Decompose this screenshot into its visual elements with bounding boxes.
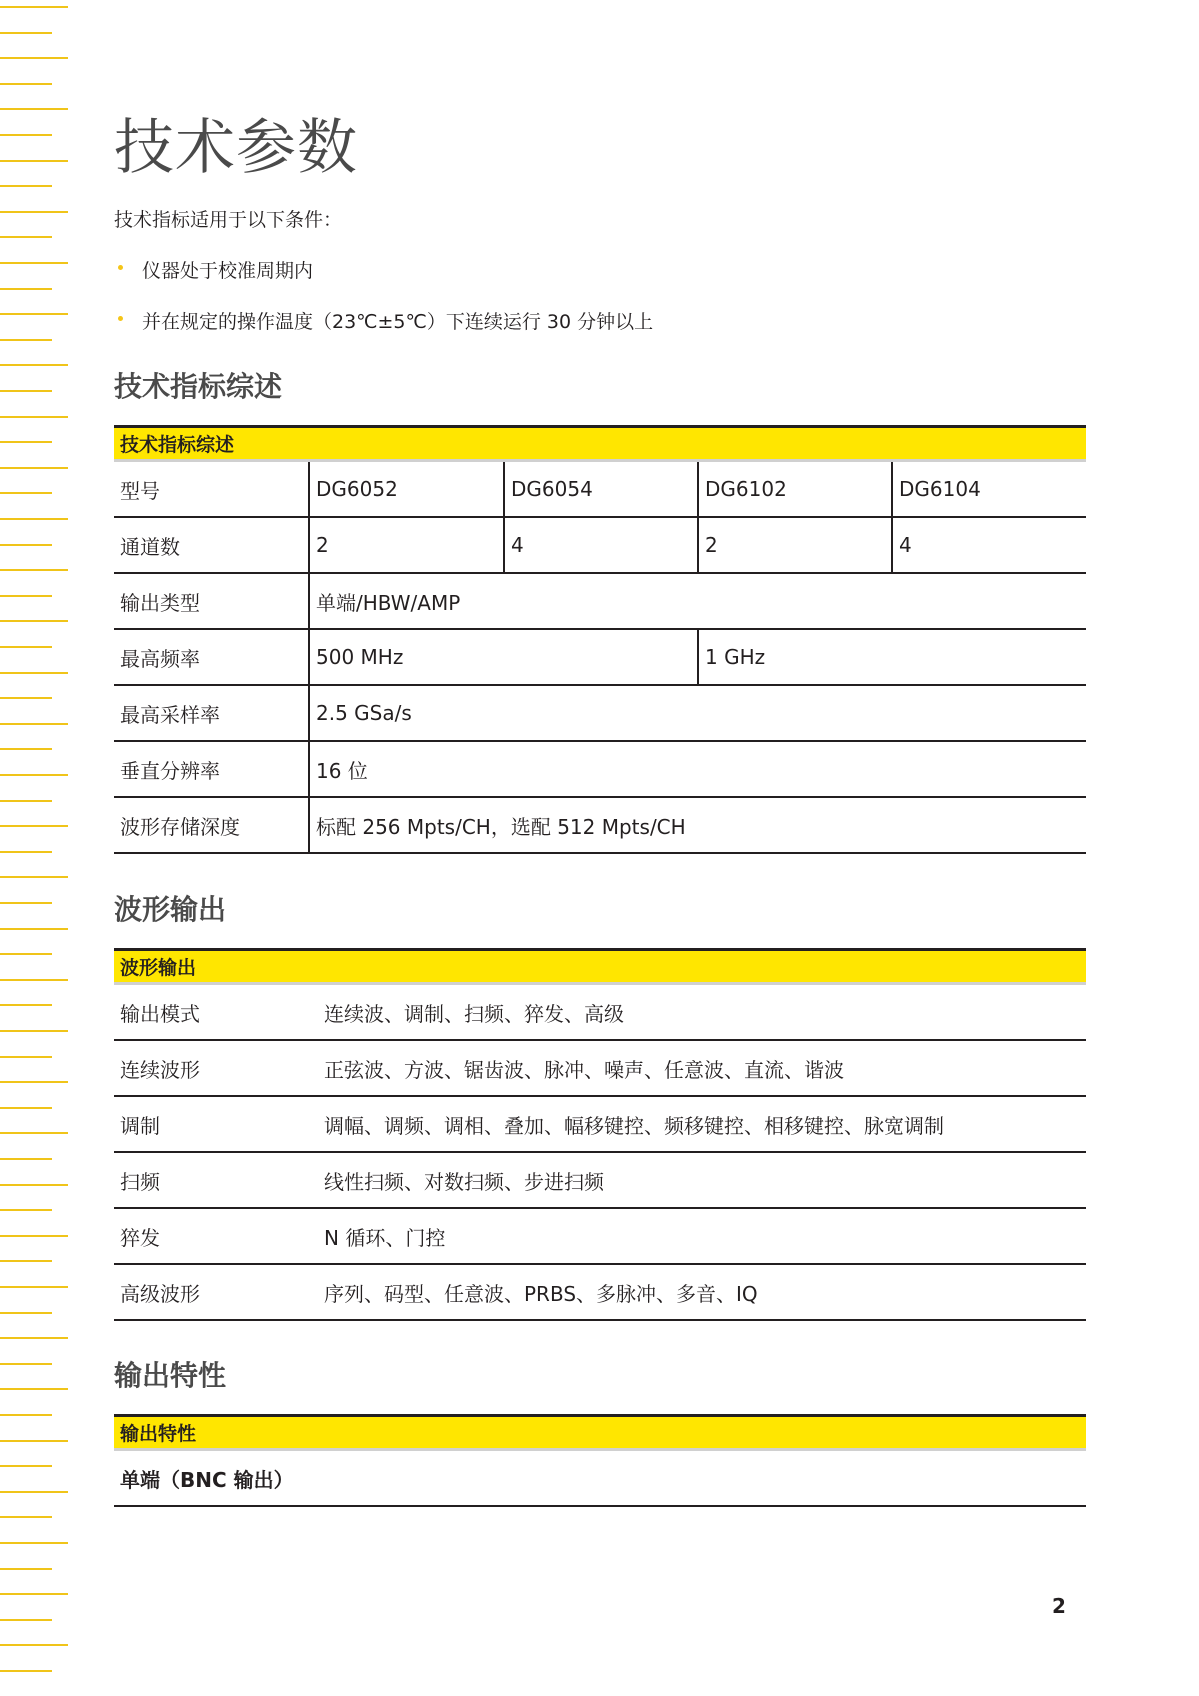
- row-label: 垂直分辨率: [114, 741, 309, 797]
- waveform-output-table: [114, 948, 1086, 1321]
- ruler-tick: [0, 620, 68, 622]
- ruler-tick: [0, 1004, 52, 1006]
- cell-value: DG6054: [504, 461, 698, 518]
- overview-section-title: 技术指标综述: [114, 370, 283, 403]
- conditions-list: [114, 256, 653, 358]
- ruler-tick: [0, 1593, 68, 1595]
- ruler-tick: [0, 83, 52, 85]
- ruler-tick: [0, 953, 52, 955]
- ruler-tick: [0, 134, 52, 136]
- ruler-tick: [0, 108, 68, 110]
- ruler-tick: [0, 262, 68, 264]
- ruler-tick: [0, 544, 52, 546]
- ruler-tick: [0, 1056, 52, 1058]
- row-label: 型号: [114, 461, 309, 518]
- table-row: [114, 1450, 1086, 1507]
- cell-value: DG6104: [892, 461, 1086, 518]
- table-header: 技术指标综述: [114, 427, 1086, 461]
- ruler-tick: [0, 1235, 68, 1237]
- page-number: 2: [1052, 1594, 1066, 1618]
- ruler-tick: [0, 1644, 68, 1646]
- cell-value: 1 GHz: [698, 629, 1086, 685]
- ruler-tick: [0, 441, 52, 443]
- table-row: [114, 573, 1086, 629]
- ruler-tick: [0, 1388, 68, 1390]
- cell-value: 标配 256 Mpts/CH，选配 512 Mpts/CH: [309, 797, 1086, 853]
- cell-value: 500 MHz: [309, 629, 698, 685]
- table-row: [114, 741, 1086, 797]
- ruler-tick: [0, 979, 68, 981]
- cell-value: 4: [504, 517, 698, 573]
- row-label: 通道数: [114, 517, 309, 573]
- cell-value: DG6052: [309, 461, 504, 518]
- row-label: 扫频: [114, 1152, 309, 1208]
- ruler-tick: [0, 339, 52, 341]
- row-label: 波形存储深度: [114, 797, 309, 853]
- ruler-tick: [0, 1568, 52, 1570]
- table-row: [114, 1152, 1086, 1208]
- table-header: 输出特性: [114, 1416, 1086, 1450]
- ruler-tick: [0, 825, 68, 827]
- ruler-tick: [0, 1491, 68, 1493]
- ruler-tick: [0, 185, 52, 187]
- ruler-tick: [0, 236, 52, 238]
- ruler-tick: [0, 1440, 68, 1442]
- condition-item: 并在规定的操作温度（23℃±5℃）下连续运行 30 分钟以上: [114, 307, 653, 358]
- cell-value: N 循环、门控: [309, 1208, 1086, 1264]
- ruler-tick: [0, 1081, 68, 1083]
- ruler-tick: [0, 492, 52, 494]
- ruler-tick: [0, 723, 68, 725]
- table-row: [114, 1096, 1086, 1152]
- page-margin-ruler: [0, 0, 70, 1696]
- table-row: [114, 1264, 1086, 1320]
- cell-value: 4: [892, 517, 1086, 573]
- cell-value: 连续波、调制、扫频、猝发、高级: [309, 984, 1086, 1041]
- ruler-tick: [0, 57, 68, 59]
- page-title: 技术参数: [114, 113, 358, 183]
- ruler-tick: [0, 211, 68, 213]
- row-label: 最高频率: [114, 629, 309, 685]
- output-characteristics-table: [114, 1414, 1086, 1507]
- output-characteristics-section-title: 输出特性: [114, 1359, 227, 1392]
- ruler-tick: [0, 1516, 52, 1518]
- ruler-tick: [0, 1184, 68, 1186]
- overview-spec-table: [114, 425, 1086, 854]
- cell-value: 2.5 GSa/s: [309, 685, 1086, 741]
- waveform-output-section-title: 波形输出: [114, 893, 227, 926]
- ruler-tick: [0, 569, 68, 571]
- ruler-tick: [0, 774, 68, 776]
- cell-value: 单端/HBW/AMP: [309, 573, 1086, 629]
- ruler-tick: [0, 1158, 52, 1160]
- table-row: [114, 517, 1086, 573]
- ruler-tick: [0, 1465, 52, 1467]
- conditions-intro: 技术指标适用于以下条件：: [114, 209, 343, 231]
- ruler-tick: [0, 646, 52, 648]
- ruler-tick: [0, 1286, 68, 1288]
- cell-value: DG6102: [698, 461, 892, 518]
- cell-value: 调幅、调频、调相、叠加、幅移键控、频移键控、相移键控、脉宽调制: [309, 1096, 1086, 1152]
- ruler-tick: [0, 288, 52, 290]
- ruler-tick: [0, 467, 68, 469]
- cell-value: 2: [309, 517, 504, 573]
- ruler-tick: [0, 902, 52, 904]
- row-label: 连续波形: [114, 1040, 309, 1096]
- table-row: [114, 685, 1086, 741]
- cell-value: 序列、码型、任意波、PRBS、多脉冲、多音、IQ: [309, 1264, 1086, 1320]
- table-row: [114, 984, 1086, 1041]
- table-row: [114, 797, 1086, 853]
- ruler-tick: [0, 800, 52, 802]
- ruler-tick: [0, 1260, 52, 1262]
- ruler-tick: [0, 1337, 68, 1339]
- table-header: 波形输出: [114, 950, 1086, 984]
- condition-item: 仪器处于校准周期内: [114, 256, 653, 307]
- cell-value: 线性扫频、对数扫频、步进扫频: [309, 1152, 1086, 1208]
- ruler-tick: [0, 697, 52, 699]
- ruler-tick: [0, 160, 68, 162]
- ruler-tick: [0, 595, 52, 597]
- cell-value: 正弦波、方波、锯齿波、脉冲、噪声、任意波、直流、谐波: [309, 1040, 1086, 1096]
- ruler-tick: [0, 364, 68, 366]
- ruler-tick: [0, 1414, 52, 1416]
- ruler-tick: [0, 1312, 52, 1314]
- ruler-tick: [0, 928, 68, 930]
- ruler-tick: [0, 851, 52, 853]
- table-row: [114, 629, 1086, 685]
- ruler-tick: [0, 1670, 52, 1672]
- cell-value: 2: [698, 517, 892, 573]
- ruler-tick: [0, 1107, 52, 1109]
- ruler-tick: [0, 1209, 52, 1211]
- table-row: [114, 461, 1086, 518]
- ruler-tick: [0, 1132, 68, 1134]
- ruler-tick: [0, 876, 68, 878]
- cell-value: 16 位: [309, 741, 1086, 797]
- row-label: 调制: [114, 1096, 309, 1152]
- ruler-tick: [0, 748, 52, 750]
- row-label: 输出类型: [114, 573, 309, 629]
- ruler-tick: [0, 1363, 52, 1365]
- ruler-tick: [0, 313, 68, 315]
- row-label: 输出模式: [114, 984, 309, 1041]
- ruler-tick: [0, 32, 52, 34]
- ruler-tick: [0, 416, 68, 418]
- row-label: 最高采样率: [114, 685, 309, 741]
- ruler-tick: [0, 518, 68, 520]
- ruler-tick: [0, 672, 68, 674]
- ruler-tick: [0, 1542, 68, 1544]
- table-row: [114, 1208, 1086, 1264]
- table-row: [114, 1040, 1086, 1096]
- row-label: 猝发: [114, 1208, 309, 1264]
- ruler-tick: [0, 1619, 52, 1621]
- row-label: 高级波形: [114, 1264, 309, 1320]
- ruler-tick: [0, 1030, 68, 1032]
- ruler-tick: [0, 6, 68, 8]
- subheading: 单端（BNC 输出）: [114, 1450, 1086, 1507]
- ruler-tick: [0, 390, 52, 392]
